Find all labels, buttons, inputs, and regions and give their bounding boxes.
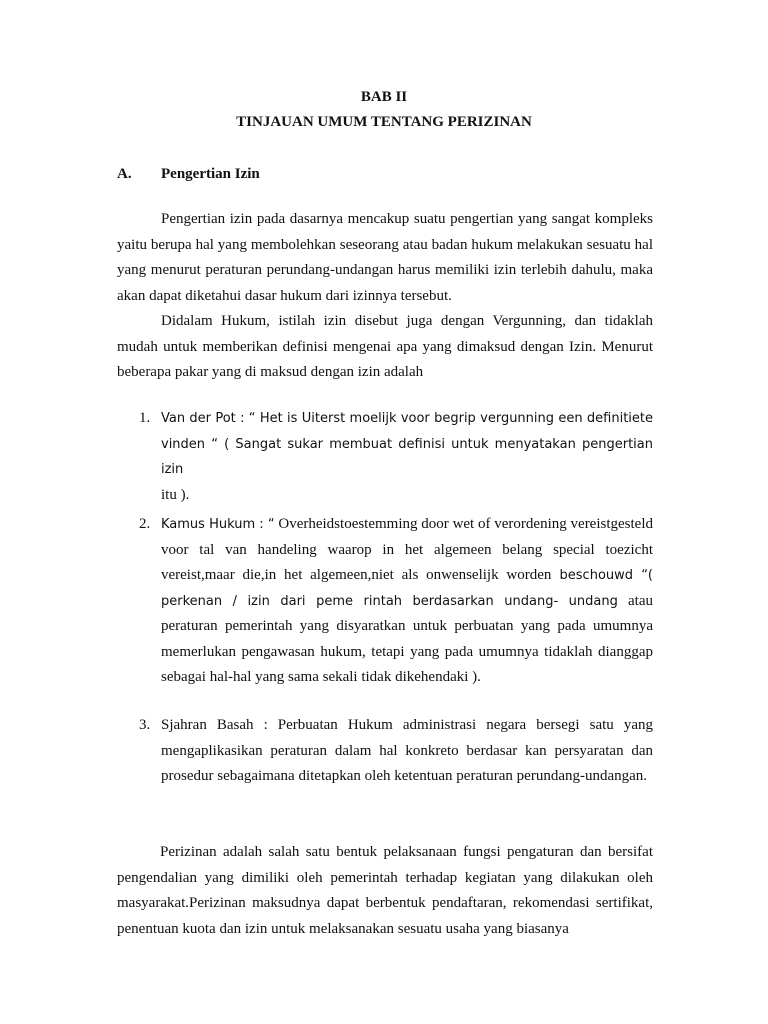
paragraph-perizinan: Perizinan adalah salah satu bentuk pelaksanaan fungsi pengaturan dan bersifat pengendalian yang dimiliki oleh pemerintah terhadap kegiatan yang dilakukan oleh masyarakat.Perizinan maksudnya dapat berbentuk pendaftaran, rekomendasi sertifikat, penentuan kuota dan izin untuk melaksanakan sesuatu usaha yang biasanya	[117, 844, 653, 937]
chapter-title: TINJAUAN UMUM TENTANG PERIZINAN	[236, 114, 532, 130]
definition-sjahran-basah: Sjahran Basah : Perbuatan Hukum administrasi negara bersegi satu yang mengaplikasikan peraturan dalam hal konkreto berdasar kan persyaratan dan prosedur sebagaimana ditetapkan oleh ketentuan peraturan perundang-undangan.	[161, 717, 653, 784]
paragraph-vergunning: Didalam Hukum, istilah izin disebut juga dengan Vergunning, dan tidaklah mudah untuk memberikan definisi mengenai apa yang dimaksud dengan Izin. Menurut beberapa pakar yang di maksud dengan izin adalah	[117, 313, 653, 380]
definition-kamus-hukum-translation: beschouwd “( perkenan / izin dari peme rintah berdasarkan undang- undang	[161, 568, 653, 609]
list-item-body	[161, 406, 653, 508]
section-letter: A.	[117, 166, 132, 182]
list-item-number: 3.	[139, 717, 151, 733]
definition-kamus-hukum-lead: Kamus Hukum : “	[161, 517, 275, 532]
section-title: Pengertian Izin	[161, 166, 260, 182]
definition-kamus-hukum-tail: atau peraturan pemerintah yang disyaratkan untuk perbuatan yang pada umumnya memerlukan pengawasan hukum, tetapi yang pada umumnya tidaklah dianggap sebagai hal-hal yang sama sekali tidak dikehendaki ).	[161, 592, 654, 685]
definition-kamus-hukum-dutch: Overheidstoestemming door wet of verordening vereistgesteld voor tal van handeling waarop in het algemeen belang special toezicht vereist,maar die,in het algemeen,niet als onwenselijk worden	[161, 516, 654, 583]
list-item-number: 2.	[139, 516, 151, 532]
chapter-number: BAB II	[360, 89, 408, 105]
list-item-number: 1.	[139, 410, 151, 426]
paragraph-definition-intro: Pengertian izin pada dasarnya mencakup suatu pengertian yang sangat kompleks yaitu berupa hal yang membolehkan seseorang atau badan hukum melakukan sesuatu hal yang menurut peraturan perundang-undangan harus memiliki izin terlebih dahulu, maka akan dapat diketahui dasar hukum dari izinnya tersebut.	[117, 211, 653, 304]
list-item-body	[161, 512, 653, 691]
definition-van-der-pot: Van der Pot : “ Het is Uiterst moelijk voor begrip vergunning een definitiete vinden “ ( Sangat sukar membuat definisi untuk menyatakan pengertian izin	[161, 411, 653, 477]
definition-van-der-pot-tail: itu ).	[161, 486, 190, 503]
